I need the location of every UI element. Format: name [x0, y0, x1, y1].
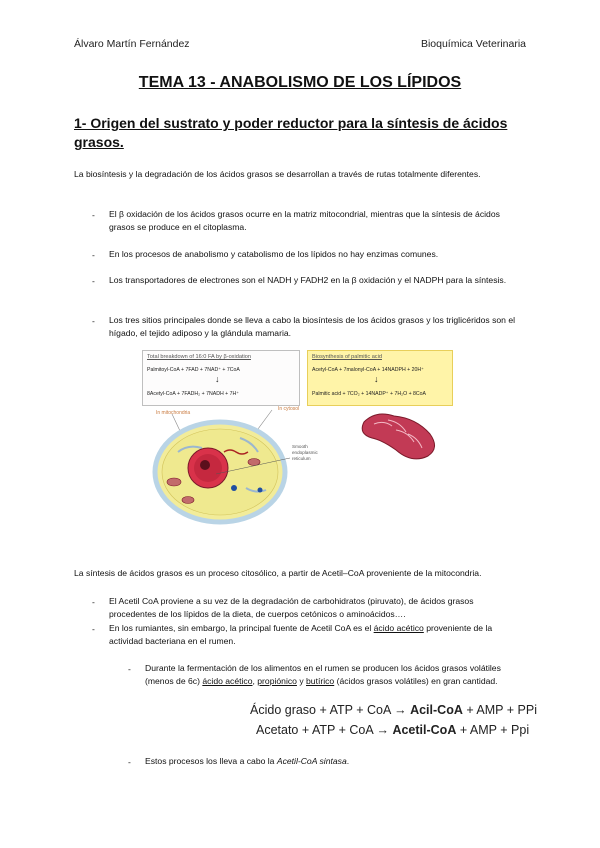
- acetic-term: ácido acético: [202, 676, 253, 686]
- eq1-byproducts: + AMP + PPi: [466, 703, 537, 717]
- bullet-item: El β oxidación de los ácidos grasos ocurre en la matriz mitocondrial, mientras que la síntesis de ácidos grasos se produce en el citoplasma.: [109, 209, 500, 232]
- palmitic-synthesis-products: Palmitic acid + 7CO₂ + 14NADP⁺ + 7H₂O + 8CoA: [312, 391, 427, 397]
- bullet-dash: -: [128, 664, 131, 674]
- palmitic-synthesis-box: [307, 350, 453, 406]
- bullet-item: Los tres sitios principales donde se lleva a cabo la biosíntesis de los ácidos grasos y los triglicéridos son el hígado, el tejido adiposo y la glándula mamaria.: [109, 315, 516, 338]
- separator: ,: [252, 676, 258, 686]
- ruminants-text-end: proveniente de la actividad bacteriana en el rumen.: [109, 623, 493, 646]
- fermentation-text: Durante la fermentación de los alimentos en el rumen se producen los ácidos grasos volátiles (menos de 6c): [145, 663, 501, 686]
- lipid-metabolism-figure: [142, 348, 452, 526]
- header-author: Álvaro Martín Fernández: [74, 38, 190, 50]
- beta-oxidation-reactants: Palmitoyl-CoA + 7FAD + 7NAD⁺ + 7CoA: [147, 367, 240, 373]
- section-heading: 1- Origen del sustrato y poder reductor para la síntesis de ácidos grasos.: [74, 115, 508, 150]
- label-smooth-er: Smooth endoplasmic reticulum: [292, 444, 318, 461]
- palmitic-synthesis-title: Biosynthesis of palmitic acid: [312, 354, 382, 360]
- cell-illustration: [142, 408, 452, 528]
- intro-paragraph: La biosíntesis y la degradación de los ácidos grasos se desarrollan a través de rutas totalmente diferentes.: [74, 169, 481, 179]
- bullet-dash: -: [92, 250, 95, 260]
- eq1-product: Acil-CoA: [410, 703, 463, 717]
- bullet-dash: -: [92, 316, 95, 326]
- fermentation-text-end: (ácidos grasos volátiles) en gran cantidad.: [334, 676, 498, 686]
- eq2-arrow: →: [376, 723, 389, 737]
- bullet-dash: -: [92, 597, 95, 607]
- bullet-acetyl-coa-synthase: [145, 755, 523, 768]
- bullet-item: En los procesos de anabolismo y catabolismo de los lípidos no hay enzimas comunes.: [109, 249, 439, 259]
- palmitic-synthesis-reactants: Acetyl-CoA + 7malonyl-CoA + 14NADPH + 20H⁺: [312, 367, 424, 373]
- bullet-dash: -: [128, 757, 131, 767]
- eq2-byproducts: + AMP + Ppi: [459, 723, 530, 737]
- bullet-dash: -: [92, 624, 95, 634]
- label-cytosol: In cytosol: [278, 406, 300, 412]
- bullet-rumen-fermentation: [145, 662, 523, 688]
- beta-oxidation-products: 8Acetyl-CoA + 7FADH₂ + 7NADH + 7H⁺: [147, 391, 239, 397]
- header-subject: Bioquímica Veterinaria: [420, 38, 526, 50]
- bullet-acetyl-coa-origin: El Acetil CoA proviene a su vez de la degradación de carbohidratos (piruvato), de ácidos grasos procedentes de los lípidos de la dieta, de cuerpos cetónicos o aminoácidos….: [109, 596, 474, 619]
- eq1-reactants: Ácido graso + ATP + CoA: [250, 703, 391, 717]
- page-title: TEMA 13 - ANABOLISMO DE LOS LÍPIDOS: [138, 74, 462, 91]
- equation-acetyl-coa: [256, 723, 529, 737]
- synthase-name: Acetil-CoA sintasa: [276, 756, 347, 766]
- synthase-text: Estos procesos los lleva a cabo la: [145, 756, 277, 766]
- eq1-arrow: →: [394, 703, 407, 717]
- bullet-dash: -: [92, 276, 95, 286]
- beta-oxidation-title: Total breakdown of 16:0 FA by β-oxidation: [147, 354, 251, 360]
- butyric-term: butírico: [306, 676, 335, 686]
- bullet-ruminants: [109, 622, 519, 648]
- propionic-term: propiónico: [257, 676, 297, 686]
- label-mitochondria: In mitochondria: [156, 410, 191, 416]
- paragraph-cytosolic: La síntesis de ácidos grasos es un proceso citosólico, a partir de Acetil–CoA proveniente de la mitocondria.: [74, 568, 482, 578]
- arrow-down-icon: ↓: [374, 374, 379, 384]
- beta-oxidation-box: [142, 350, 300, 406]
- synthase-text-end: .: [346, 756, 350, 766]
- arrow-down-icon: ↓: [215, 374, 220, 384]
- separator: y: [296, 676, 307, 686]
- acetic-acid-term: ácido acético: [373, 623, 424, 633]
- eq2-reactants: Acetato + ATP + CoA: [256, 723, 373, 737]
- bullet-dash: -: [92, 210, 95, 220]
- ruminants-text: En los rumiantes, sin embargo, la principal fuente de Acetil CoA es el: [109, 623, 374, 633]
- bullet-item: Los transportadores de electrones son el NADH y FADH2 en la β oxidación y el NADPH para la síntesis.: [109, 275, 507, 285]
- eq2-product: Acetil-CoA: [392, 723, 457, 737]
- equation-acyl-coa: [250, 703, 537, 717]
